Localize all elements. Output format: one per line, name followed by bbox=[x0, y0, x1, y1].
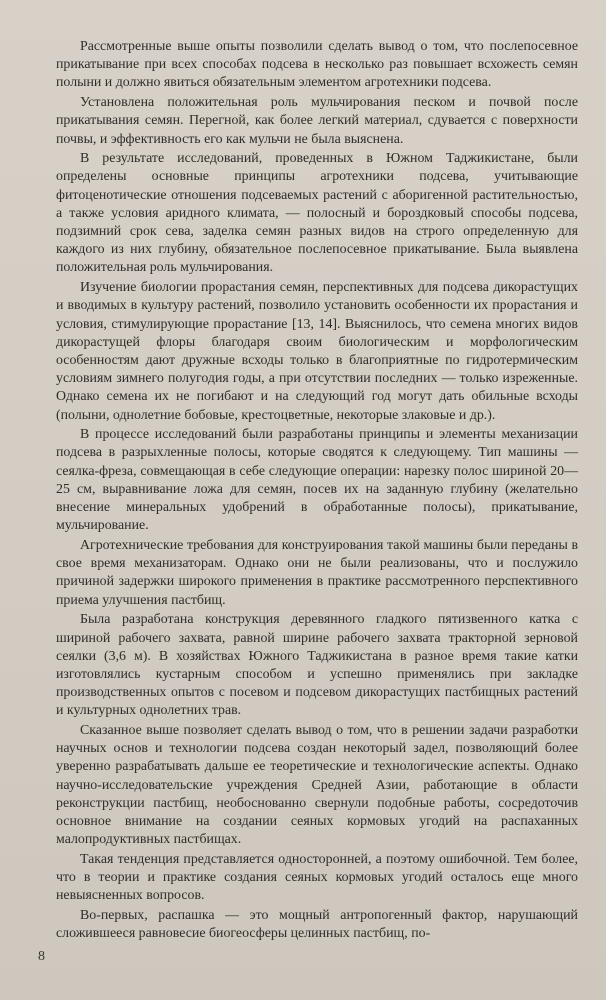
paragraph-5: В процессе исследований были разработаны принципы и элементы механизации подсева в разрыхленные полосы, которые сводятся к следующему. Тип машины — сеялка-фреза, совмещающая в себе следующие операции: нарезку полос шириной 20—25 см, выравнивание ложа для семян, посев их на заданную глубину (желательно внесение минеральных удобрений в обработанные полосы), прикатывание, мульчирование. bbox=[56, 427, 578, 534]
paragraph-1: Рассмотренные выше опыты позволили сделать вывод о том, что послепосевное прикатывание при всех способах подсева в несколько раз повышает всхожесть семян полыни и должно явиться обязательным элементом агротехники подсева. bbox=[56, 39, 578, 91]
paragraph-9: Такая тенденция представляется односторонней, а поэтому ошибочной. Тем более, что в теории и практике создания сеяных кормовых угодий осталось еще много невыясненных вопросов. bbox=[56, 851, 578, 904]
paragraph-10: Во-первых, распашка — это мощный антропогенный фактор, нарушающий сложившееся равновесие биогеосферы целинных пастбищ, по- bbox=[56, 908, 578, 942]
paragraph-8: Сказанное выше позволяет сделать вывод о том, что в решении задачи разработки научных основ и технологии подсева создан некоторый задел, позволяющий более уверенно разрабатывать дальше ее теоретические и технологические аспекты. Однако научно-исследовательские учреждения Средней Азии, работающие в области реконструкции пастбищ, необоснованно свернули подобные работы, сосредоточив основное внимание на создании сеяных кормовых угодий на распаханных малопродуктивных пастбищах. bbox=[56, 723, 578, 848]
paragraph-3: В результате исследований, проведенных в Южном Таджикистане, были определены основные принципы агротехники подсева, учитывающие фитоценотические отношения подсеваемых растений с аборигенной растительностью, а также условия аридного климата, — полосный и бороздковый способы подсева, подзимний срок сева, заделка семян разных видов на строго определенную для каждого из них глубину, обязательное послепосевное прикатывание. Была выявлена положительная роль мульчирования. bbox=[56, 151, 578, 276]
paragraph-4: Изучение биологии прорастания семян, перспективных для подсева дикорастущих и вводимых в культуру растений, позволило установить особенности их прорастания и условия, стимулирующие прорастание [13, 14]. Выяснилось, что семена многих видов дикорастущей флоры благодаря своим биологическим и морфологическим особенностям дают дружные всходы только в благоприятные по гидротермическим условиям зимнего полугодия годы, а при отсутствии последних — только изреженные. Однако семена их не погибают и на следующий год могут дать обильные всходы (полыни, однолетние бобовые, крестоцветные, некоторые злаковые и др.). bbox=[56, 280, 578, 423]
paragraph-7: Была разработана конструкция деревянного гладкого пятизвенного катка с шириной рабочего захвата, равной ширине рабочего захвата тракторной зерновой сеялки (3,6 м). В хозяйствах Южного Таджикистана в разное время такие катки изготовлялись кустарным способом и успешно применялись при закладке производственных опытов с посевом и подсевом дикорастущих пастбищных растений и культурных однолетних трав. bbox=[56, 612, 578, 719]
page-number: 8 bbox=[38, 949, 45, 964]
paragraph-6: Агротехнические требования для конструирования такой машины были переданы в свое время механизаторам. Однако они не были реализованы, что и послужило причиной задержки широкого применения в практике рассмотренного перспективного приема улучшения пастбищ. bbox=[56, 537, 578, 608]
paragraph-2: Установлена положительная роль мульчирования песком и почвой после прикатывания семян. Перегной, как более легкий материал, сдувается с поверхности почвы, и эффективность его как мульчи не была выяснена. bbox=[56, 95, 578, 147]
